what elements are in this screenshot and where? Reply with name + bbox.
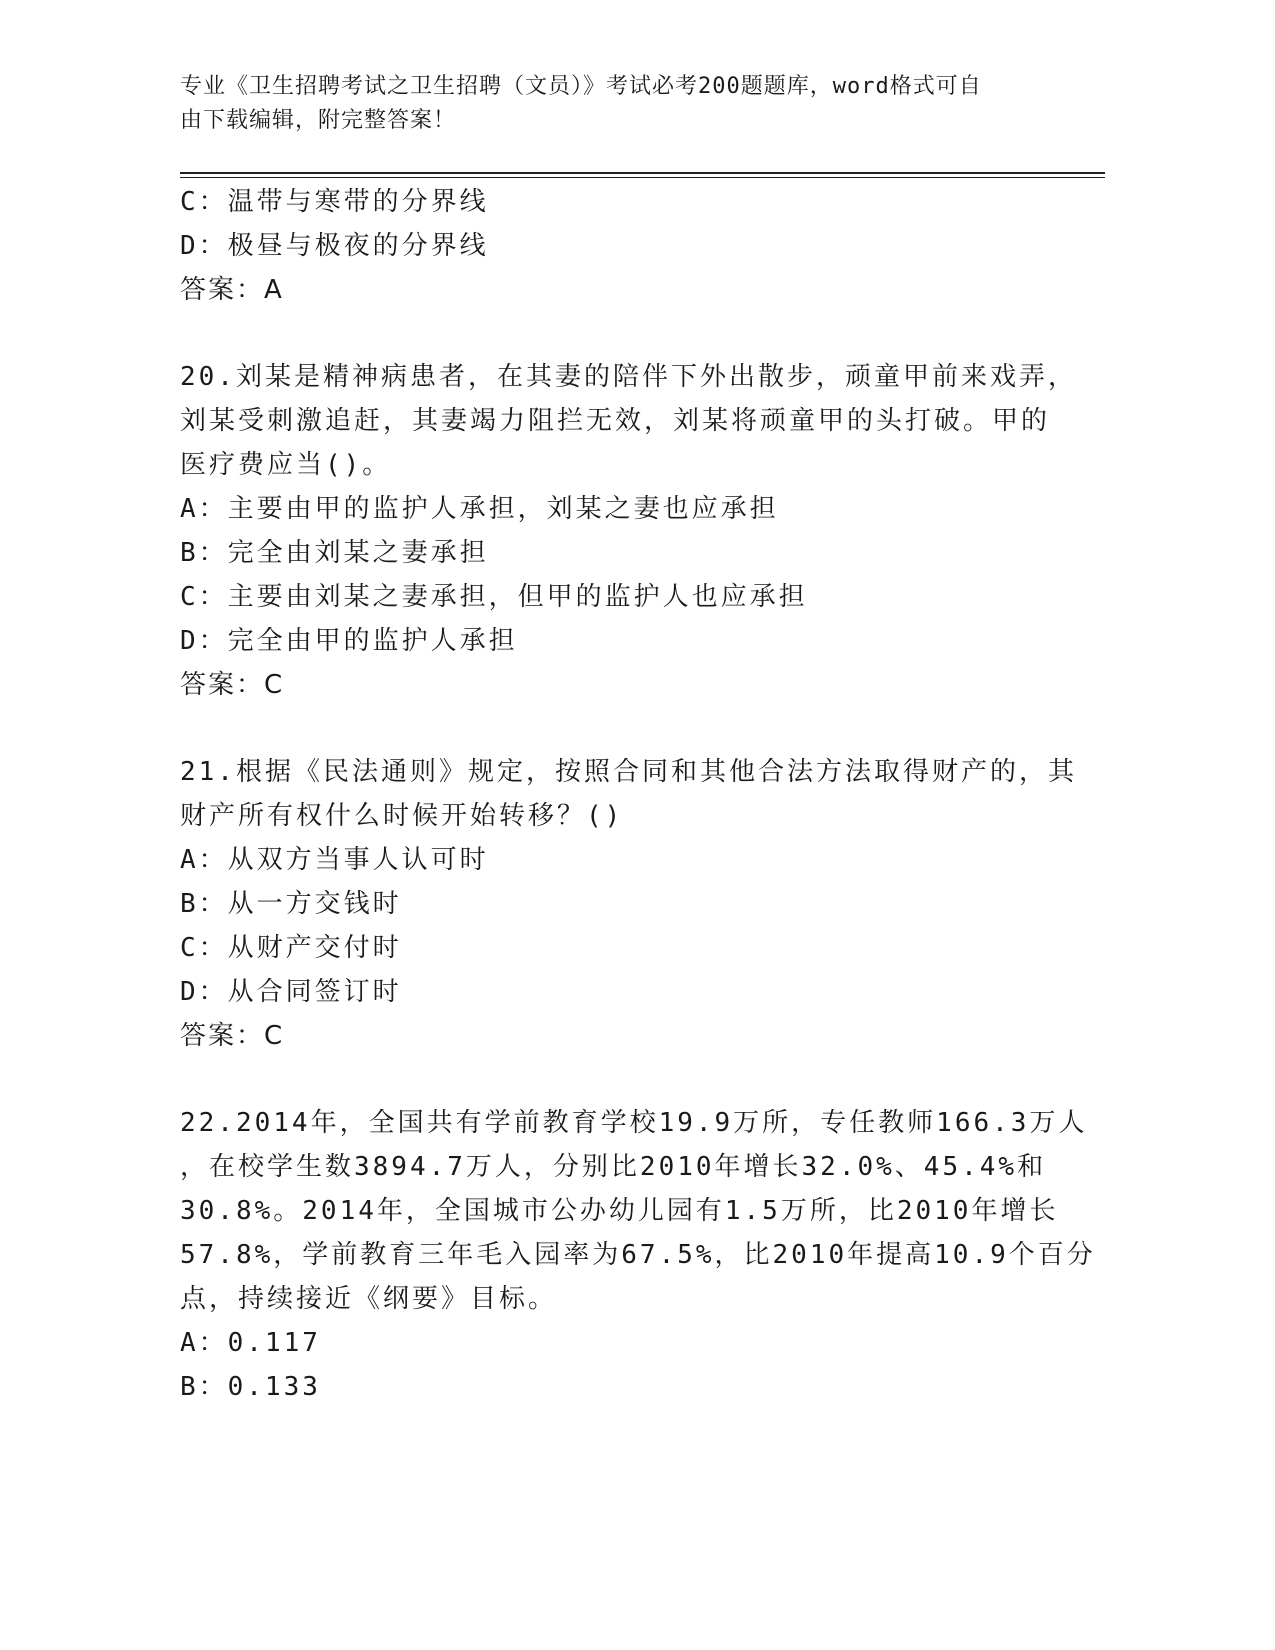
header-rule-thick [180, 172, 1105, 174]
answer-label: 答案：A [180, 275, 284, 305]
option-b: B：0.133 [180, 1372, 321, 1402]
option-a: A：0.117 [180, 1328, 321, 1358]
question-stem-line: 医疗费应当()。 [180, 450, 392, 480]
question-item [180, 1101, 1096, 1409]
option-d: D：完全由甲的监护人承担 [180, 626, 518, 656]
option-c: C：主要由刘某之妻承担，但甲的监护人也应承担 [180, 582, 808, 612]
question-stem-line: 刘某受刺激追赶，其妻竭力阻拦无效，刘某将顽童甲的头打破。甲的 [180, 406, 1051, 436]
question-stem-line: 财产所有权什么时候开始转移？() [180, 801, 624, 831]
question-stem-line: 22.2014年，全国共有学前教育学校19.9万所，专任教师166.3万人 [180, 1108, 1088, 1138]
header-line-1: 专业《卫生招聘考试之卫生招聘（文员）》考试必考200题题库，word格式可自 [180, 74, 982, 99]
option-d: D：极昼与极夜的分界线 [180, 231, 489, 261]
option-a: A：从双方当事人认可时 [180, 845, 489, 875]
header-rule-thin [180, 177, 1105, 178]
question-stem-line: ，在校学生数3894.7万人，分别比2010年增长32.0%、45.4%和 [180, 1152, 1047, 1182]
question-stem-line: 点，持续接近《纲要》目标。 [180, 1284, 558, 1314]
question-stem-line: 57.8%，学前教育三年毛入园率为67.5%，比2010年提高10.9个百分 [180, 1240, 1096, 1270]
question-stem-line: 20.刘某是精神病患者，在其妻的陪伴下外出散步，顽童甲前来戏弄， [180, 362, 1077, 392]
question-stem-line: 21.根据《民法通则》规定，按照合同和其他合法方法取得财产的，其 [180, 757, 1077, 787]
spacer [180, 707, 1040, 750]
question-stem-line: 30.8%。2014年，全国城市公办幼儿园有1.5万所，比2010年增长 [180, 1196, 1059, 1226]
option-c: C：从财产交付时 [180, 933, 402, 963]
option-d: D：从合同签订时 [180, 977, 402, 1007]
answer-label: 答案：C [180, 670, 285, 700]
question-list [180, 180, 1096, 1409]
document-header [180, 70, 1040, 138]
spacer [180, 312, 1040, 355]
question-item [180, 750, 1077, 1058]
option-b: B：完全由刘某之妻承担 [180, 538, 489, 568]
option-c: C：温带与寒带的分界线 [180, 187, 489, 217]
question-item [180, 355, 1077, 707]
question-item [180, 180, 1040, 312]
option-b: B：从一方交钱时 [180, 889, 402, 919]
answer-label: 答案：C [180, 1021, 285, 1051]
header-line-2: 由下载编辑，附完整答案！ [180, 108, 457, 133]
option-a: A：主要由甲的监护人承担，刘某之妻也应承担 [180, 494, 779, 524]
spacer [180, 1058, 1040, 1101]
